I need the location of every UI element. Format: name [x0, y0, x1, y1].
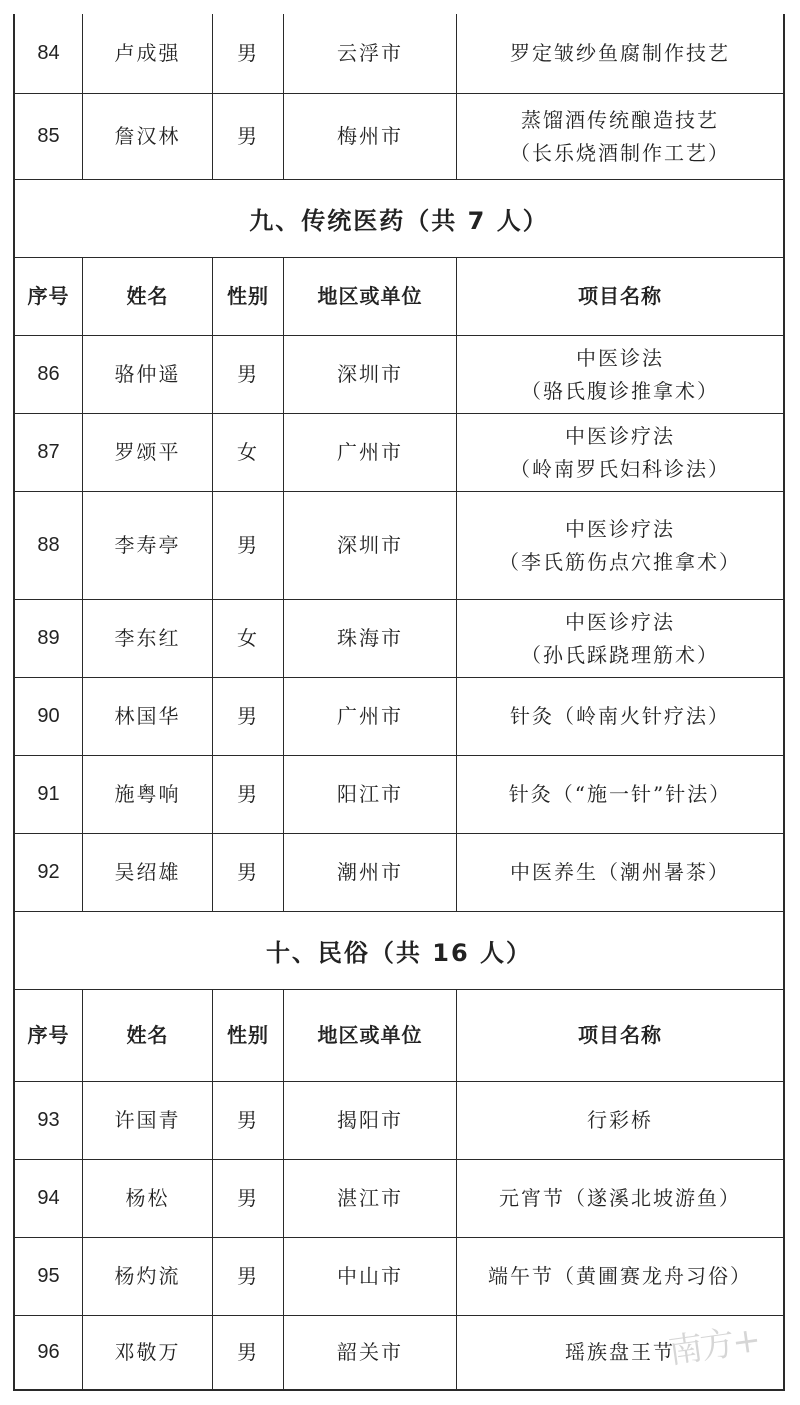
table-row [15, 600, 783, 678]
cell-region: 深圳市 [284, 492, 457, 599]
cell-region: 阳江市 [284, 756, 457, 833]
cell-sex: 男 [213, 1316, 284, 1389]
project-line: （孙氏踩跷理筋术） [521, 642, 719, 667]
cell-number: 93 [15, 1082, 83, 1159]
project-line: （岭南罗氏妇科诊法） [510, 456, 730, 481]
project-line: 针灸（“施一针”针法） [508, 782, 732, 806]
cell-project [457, 414, 783, 491]
cell-project [457, 1316, 783, 1389]
table-row [15, 756, 783, 834]
cell-name: 邓敬万 [83, 1316, 213, 1389]
project-line: 中医诊疗法 [565, 423, 675, 448]
cell-sex: 女 [213, 600, 284, 677]
header-sex: 性别 [213, 258, 284, 335]
table-row [15, 1082, 783, 1160]
header-project: 项目名称 [578, 284, 662, 308]
table-row [15, 678, 783, 756]
cell-number: 86 [15, 336, 83, 413]
cell-sex: 男 [213, 94, 284, 179]
cell-project [457, 834, 783, 911]
cell-region: 深圳市 [284, 336, 457, 413]
watermark-logo: 南方+ [666, 1319, 762, 1373]
cell-region: 广州市 [284, 414, 457, 491]
cell-sex: 女 [213, 414, 284, 491]
table-row [15, 336, 783, 414]
header-project: 项目名称 [578, 1023, 662, 1047]
cell-sex: 男 [213, 1160, 284, 1237]
table-row [15, 1238, 783, 1316]
cell-number: 95 [15, 1238, 83, 1315]
cell-name: 吴绍雄 [83, 834, 213, 911]
cell-name: 李寿亭 [83, 492, 213, 599]
project-line: 行彩桥 [587, 1108, 653, 1132]
cell-sex: 男 [213, 14, 284, 93]
project-line: 端午节（黄圃赛龙舟习俗） [488, 1264, 752, 1288]
header-region: 地区或单位 [284, 258, 457, 335]
document-table [13, 14, 785, 1391]
cell-number: 85 [15, 94, 83, 179]
cell-region: 韶关市 [284, 1316, 457, 1389]
cell-project [457, 14, 783, 93]
section-title: 九、传统医药（共 7 人） [15, 180, 783, 258]
cell-sex: 男 [213, 678, 284, 755]
cell-name: 林国华 [83, 678, 213, 755]
project-line: 中医诊疗法 [565, 516, 675, 541]
cell-project [457, 1160, 783, 1237]
project-line: 针灸（岭南火针疗法） [510, 704, 730, 728]
cell-number: 89 [15, 600, 83, 677]
cell-region: 湛江市 [284, 1160, 457, 1237]
cell-name: 骆仲遥 [83, 336, 213, 413]
table-header-row [15, 990, 783, 1082]
header-number: 序号 [15, 990, 83, 1081]
cell-name: 杨灼流 [83, 1238, 213, 1315]
cell-region: 中山市 [284, 1238, 457, 1315]
cell-sex: 男 [213, 492, 284, 599]
table-header-row [15, 258, 783, 336]
table-row [15, 14, 783, 94]
cell-name: 罗颂平 [83, 414, 213, 491]
table-row [15, 1316, 783, 1389]
cell-number: 96 [15, 1316, 83, 1389]
cell-name: 杨松 [83, 1160, 213, 1237]
cell-project [457, 336, 783, 413]
cell-sex: 男 [213, 756, 284, 833]
cell-project [457, 492, 783, 599]
cell-project [457, 600, 783, 677]
project-line: （骆氏腹诊推拿术） [521, 378, 719, 403]
table-row [15, 94, 783, 180]
cell-number: 84 [15, 14, 83, 93]
header-name: 姓名 [83, 258, 213, 335]
project-line: （李氏筋伤点穴推拿术） [499, 549, 741, 574]
cell-project [457, 94, 783, 179]
cell-name: 詹汉林 [83, 94, 213, 179]
cell-region: 珠海市 [284, 600, 457, 677]
cell-number: 90 [15, 678, 83, 755]
header-name: 姓名 [83, 990, 213, 1081]
cell-name: 许国青 [83, 1082, 213, 1159]
project-line: 蒸馏酒传统酿造技艺 [521, 107, 719, 132]
project-line: 瑶族盘王节 [565, 1340, 675, 1364]
cell-region: 广州市 [284, 678, 457, 755]
cell-name: 卢成强 [83, 14, 213, 93]
section-title: 十、民俗（共 16 人） [15, 912, 783, 990]
cell-number: 88 [15, 492, 83, 599]
cell-sex: 男 [213, 834, 284, 911]
project-line: 中医诊法 [576, 345, 664, 370]
table-row [15, 414, 783, 492]
cell-sex: 男 [213, 1082, 284, 1159]
cell-project [457, 756, 783, 833]
cell-project [457, 678, 783, 755]
project-line: 中医养生（潮州暑茶） [510, 860, 730, 884]
project-line: （长乐烧酒制作工艺） [510, 140, 730, 165]
cell-region: 潮州市 [284, 834, 457, 911]
cell-name: 李东红 [83, 600, 213, 677]
table-row [15, 834, 783, 912]
cell-sex: 男 [213, 336, 284, 413]
header-sex: 性别 [213, 990, 284, 1081]
cell-number: 94 [15, 1160, 83, 1237]
project-line: 中医诊疗法 [565, 609, 675, 634]
header-region: 地区或单位 [284, 990, 457, 1081]
header-number: 序号 [15, 258, 83, 335]
cell-sex: 男 [213, 1238, 284, 1315]
project-line: 元宵节（遂溪北坡游鱼） [499, 1186, 741, 1210]
cell-name: 施粤响 [83, 756, 213, 833]
cell-project [457, 1082, 783, 1159]
cell-number: 92 [15, 834, 83, 911]
cell-number: 87 [15, 414, 83, 491]
cell-region: 梅州市 [284, 94, 457, 179]
cell-number: 91 [15, 756, 83, 833]
project-line: 罗定皱纱鱼腐制作技艺 [510, 41, 730, 65]
table-row [15, 1160, 783, 1238]
cell-region: 云浮市 [284, 14, 457, 93]
cell-region: 揭阳市 [284, 1082, 457, 1159]
table-row [15, 492, 783, 600]
cell-project [457, 1238, 783, 1315]
